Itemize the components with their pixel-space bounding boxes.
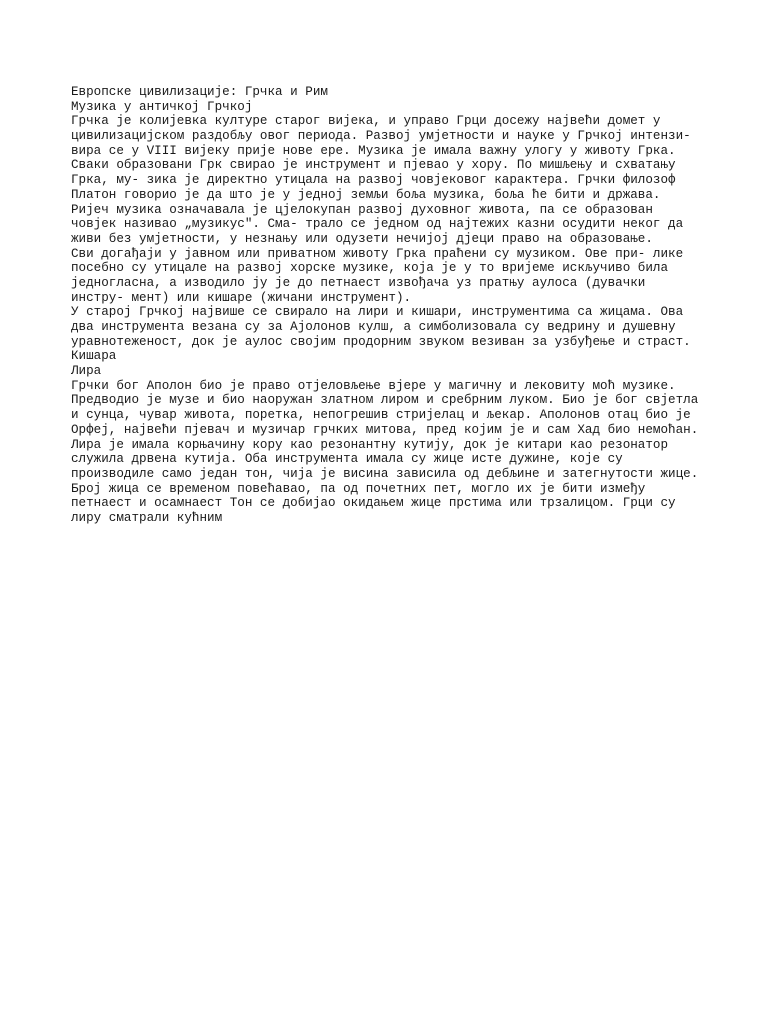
text-line: Број жица се временом повећавао, па од почетних пет, могло их је бити између	[71, 481, 646, 496]
text-line: једногласна, а изводило ју је до петнаест извођача уз пратњу аулоса (дувачки	[71, 275, 646, 290]
text-line: петнаест и осамнаест Тон се добијао окидањем жице прстима или трзалицом. Грци су	[71, 496, 676, 511]
text-line: Предводио је музе и био наоружан златном лиром и сребрним луком. Био је бог свјетла	[71, 393, 699, 408]
text-line: инстру- мент) или кишаре (жичани инструмент).	[71, 290, 412, 305]
text-line: цивилизацијском раздобљу овог периода. Развој умјетности и науке у Грчкој интензи-	[71, 129, 691, 144]
text-line: Ријеч музика означавала је цјелокупан развој духовног живота, па се образован	[71, 202, 653, 217]
text-line: служила дрвена кутија. Оба инструмента имала су жице исте дужине, које су	[71, 452, 623, 467]
text-line: живи без умјетности, у незнању или одузети нечијој дјеци право на образовање.	[71, 231, 653, 246]
text-line: Сви догађаји у јавном или приватном животу Грка праћени су музиком. Ове при- лике	[71, 246, 684, 261]
text-line: Лира	[71, 364, 102, 379]
text-line: два инструмента везана су за Ајолонов кулш, а симболизовала су ведрину и душевну	[71, 320, 676, 334]
text-line: У старој Грчкој највише се свирало на лири и кишари, инструментима са жицама. Ова	[71, 305, 684, 320]
text-line: посебно су утицале на развој хорске музике, која је у то вријеме искључиво била	[71, 261, 669, 276]
text-line: Кишара	[71, 349, 117, 364]
document-heading: Европске цивилизације: Грчка и Рим	[71, 85, 328, 99]
text-line: Грка, му- зика је директно утицала на развој човјековог карактера. Грчки филозоф	[71, 173, 676, 188]
text-line: и сунца, чувар живота, поретка, непогрешив стријелац и љекар. Аполонов отац био је	[71, 408, 691, 423]
document-body	[71, 114, 711, 525]
text-line: уравнотеженост, док је аулос својим продорним звуком везиван за узбуђење и страст.	[71, 334, 691, 349]
text-line: човјек називао „музикус". Сма- трало се једном од најтежих казни осудити неког да	[71, 217, 684, 232]
text-line: Орфеј, највећи пјевач и музичар грчких митова, пред којим је и сам Хад био немоћан.	[71, 422, 699, 437]
document-subheading: Музика у античкој Грчкој	[71, 99, 253, 114]
text-line: Сваки образовани Грк свирао је инструмент и пјевао у хору. По мишљењу и схватању	[71, 158, 676, 173]
text-line: Лира је имала корњачину кору као резонантну кутију, док је китари као резонатор	[71, 437, 669, 452]
text-line: производиле само један тон, чија је висина зависила од дебљине и затегнутости жице.	[71, 466, 699, 481]
text-line: лиру сматрали кућним	[71, 510, 223, 525]
document-page	[71, 85, 711, 526]
text-line: Грчки бог Аполон био је право отјеловљење вјере у магичну и лековиту моћ музике.	[71, 378, 676, 393]
text-line: Платон говорио је да што је у једној земљи боља музика, боља ће бити и држава.	[71, 187, 661, 202]
text-line: Грчка је колијевка културе старог вијека, и управо Грци досежу највећи домет у	[71, 114, 661, 129]
text-line: вира се у VIII вијеку прије нове ере. Музика је имала важну улогу у животу Грка.	[71, 143, 676, 158]
